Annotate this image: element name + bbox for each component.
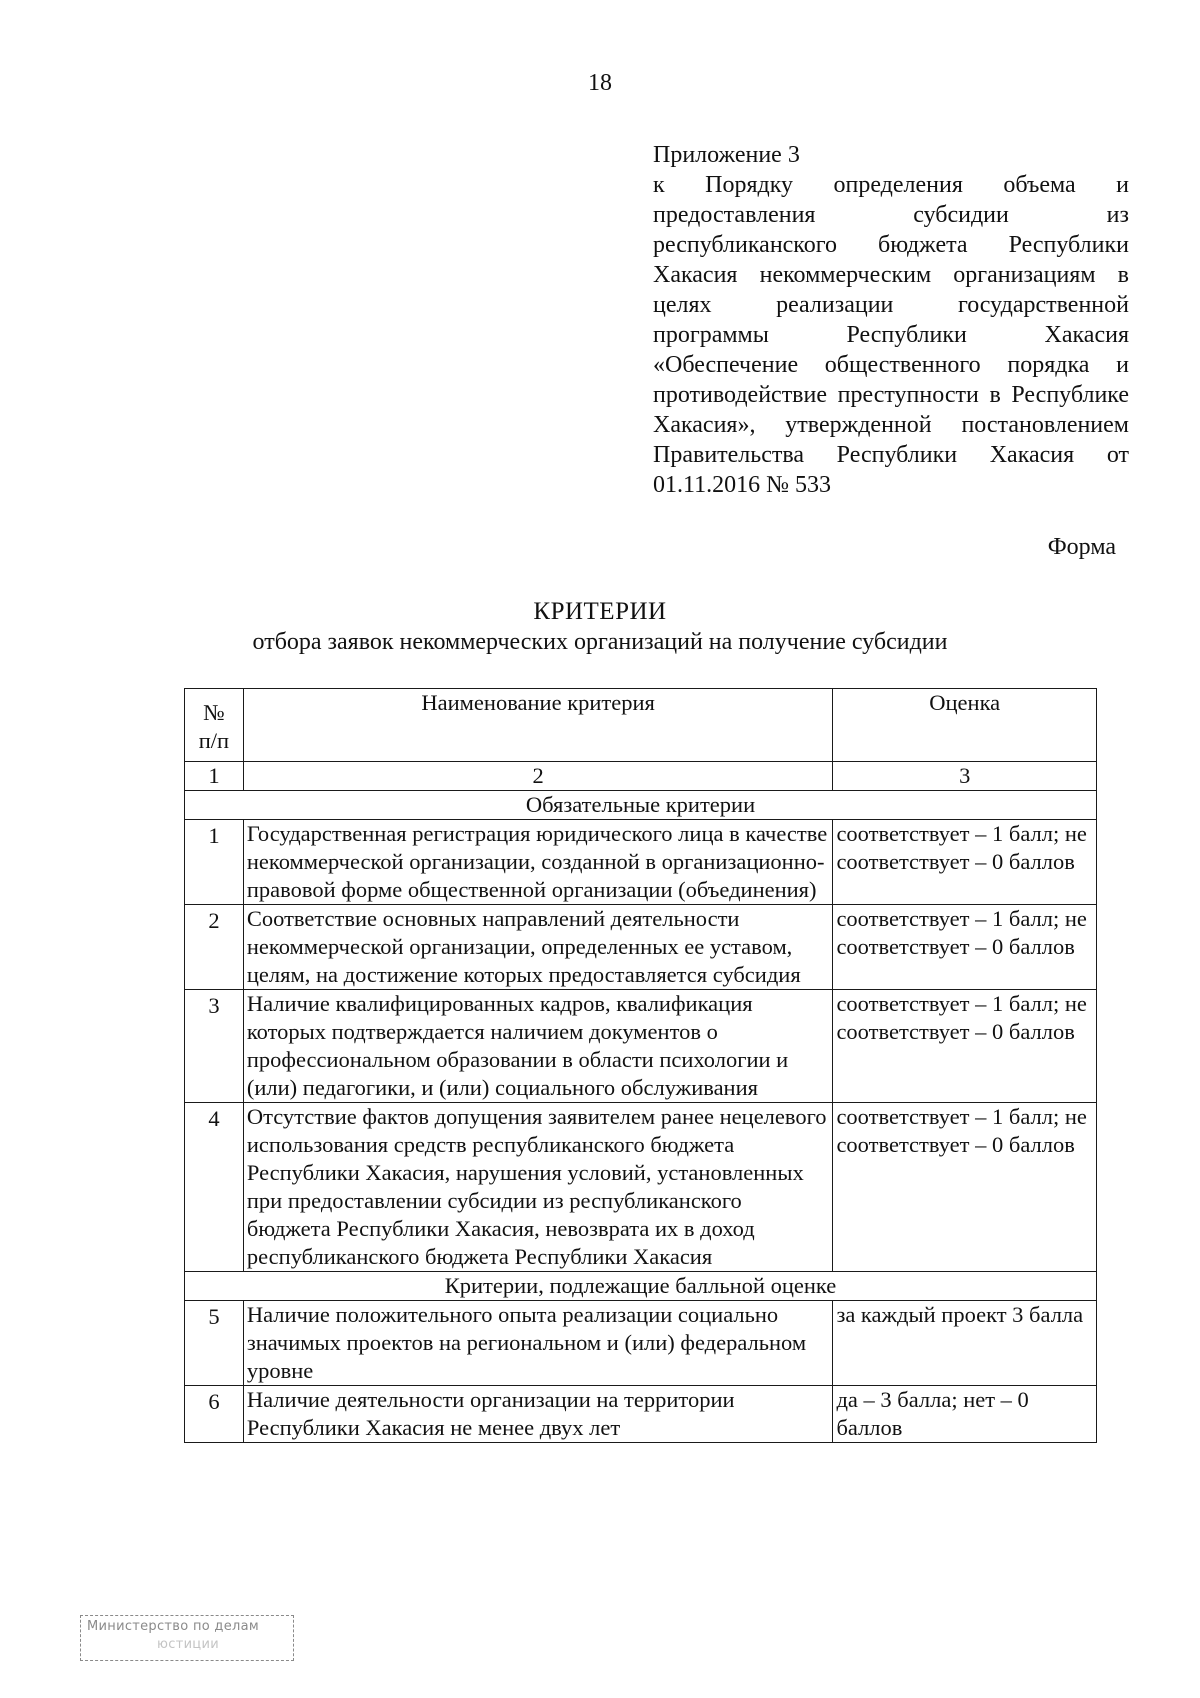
- row-num: 4: [185, 1103, 244, 1272]
- row-score: соответствует – 1 балл; не соответствует – 0 баллов: [833, 905, 1097, 990]
- document-subtitle: отбора заявок некоммерческих организаций на получение субсидии: [252, 629, 948, 655]
- index-score: 3: [833, 762, 1097, 791]
- row-criterion: Наличие квалифицированных кадров, квалификация которых подтверждается наличием документов о профессиональном образовании в области психологии и (или) педагогики, и (или) социального обслуживания: [243, 990, 833, 1103]
- row-criterion: Отсутствие фактов допущения заявителем ранее нецелевого использования средств республиканского бюджета Республики Хакасия, нарушения условий, установленных при предоставлении субсидии из республиканского бюджета Республики Хакасия, невозврата их в доход республиканского бюджета Республики Хакасия: [243, 1103, 833, 1272]
- table-row: [185, 1103, 1097, 1272]
- stamp-line-2: юстиции: [157, 1637, 219, 1652]
- criteria-table: [184, 688, 1097, 1443]
- row-criterion: Наличие положительного опыта реализации социально значимых проектов на региональном и (или) федеральном уровне: [243, 1301, 833, 1386]
- row-num: 5: [185, 1301, 244, 1386]
- row-score: соответствует – 1 балл; не соответствует – 0 баллов: [833, 990, 1097, 1103]
- row-criterion: Государственная регистрация юридического лица в качестве некоммерческой организации, созданной в организационно-правовой форме общественной организации (объединения): [243, 820, 833, 905]
- table-index-row: [185, 762, 1097, 791]
- index-name: 2: [243, 762, 833, 791]
- table-row: [185, 820, 1097, 905]
- row-criterion: Наличие деятельности организации на территории Республики Хакасия не менее двух лет: [243, 1386, 833, 1443]
- header-score: Оценка: [833, 689, 1097, 762]
- appendix-block: [653, 140, 1129, 500]
- row-num: 1: [185, 820, 244, 905]
- appendix-title: Приложение 3: [653, 142, 800, 168]
- section-mandatory: [185, 791, 1097, 820]
- header-num: № п/п: [185, 689, 244, 762]
- row-criterion: Соответствие основных направлений деятельности некоммерческой организации, определенных ее уставом, целям, на достижение которых предоставляется субсидия: [243, 905, 833, 990]
- form-label: Форма: [1047, 534, 1116, 560]
- document-title: КРИТЕРИИ: [533, 598, 667, 625]
- row-score: да – 3 балла; нет – 0 баллов: [833, 1386, 1097, 1443]
- index-num: 1: [185, 762, 244, 791]
- row-num: 2: [185, 905, 244, 990]
- page-number: 18: [588, 70, 612, 96]
- stamp-line-1: Министерство по делам: [87, 1619, 260, 1634]
- section-scored-label: Критерии, подлежащие балльной оценке: [185, 1272, 1097, 1301]
- table-row: [185, 990, 1097, 1103]
- row-num: 6: [185, 1386, 244, 1443]
- row-score: соответствует – 1 балл; не соответствует – 0 баллов: [833, 1103, 1097, 1272]
- table-row: [185, 1386, 1097, 1443]
- ministry-stamp: [80, 1615, 294, 1661]
- table-row: [185, 1301, 1097, 1386]
- header-name: Наименование критерия: [243, 689, 833, 762]
- section-scored: [185, 1272, 1097, 1301]
- table-row: [185, 905, 1097, 990]
- row-score: соответствует – 1 балл; не соответствует – 0 баллов: [833, 820, 1097, 905]
- row-num: 3: [185, 990, 244, 1103]
- table-header-row: [185, 689, 1097, 762]
- appendix-body: к Порядку определения объема и предоставления субсидии из республиканского бюджета Республики Хакасия некоммерческим организациям в целях реализации государственной программы Республики Хакасия «Обеспечение общественного порядка и противодействие преступности в Республике Хакасия», утвержденной постановлением Правительства Республики Хакасия от 01.11.2016 № 533: [653, 172, 1129, 498]
- section-mandatory-label: Обязательные критерии: [185, 791, 1097, 820]
- row-score: за каждый проект 3 балла: [833, 1301, 1097, 1386]
